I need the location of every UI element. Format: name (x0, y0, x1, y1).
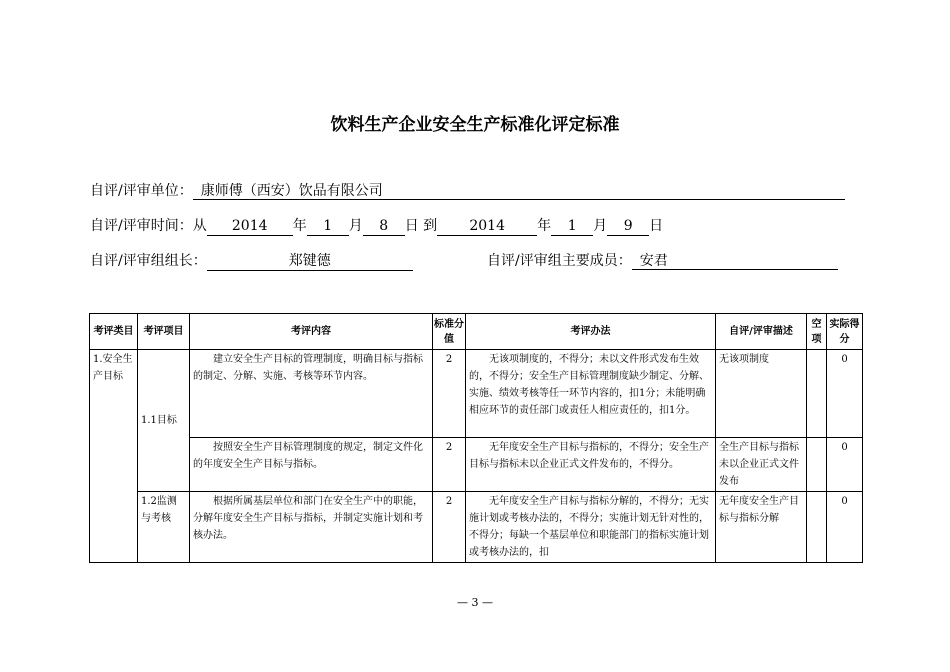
content-cell: 按照安全生产目标管理制度的规定，制定文件化的年度安全生产目标与指标。 (190, 438, 433, 492)
header-item: 考评项目 (138, 314, 190, 350)
time-label: 自评/评审时间： (90, 218, 193, 234)
unit-label: 自评/评审单位： (90, 183, 193, 199)
header-actual: 实际得分 (827, 314, 863, 350)
evaluation-table (89, 313, 863, 563)
score-cell: 2 (433, 438, 466, 492)
from-month: 1 (307, 217, 349, 236)
blank-cell (807, 350, 827, 438)
from-day: 8 (363, 217, 405, 236)
table-header-row (90, 314, 863, 350)
header-blank: 空项 (807, 314, 827, 350)
desc-cell: 全生产目标与指标未以企业正式文件发布 (716, 438, 807, 492)
from-day-char: 日 (404, 218, 419, 234)
leader-value: 郑键德 (207, 252, 413, 271)
method-cell: 无年度安全生产目标与指标的，不得分；安全生产目标与指标未以企业正式文件发布的，不得分。 (466, 438, 716, 492)
score-cell: 2 (433, 492, 466, 563)
leader-line (90, 251, 413, 271)
to-month: 1 (551, 217, 593, 236)
page-number: — 3 — (457, 596, 493, 609)
actual-cell: 0 (827, 438, 863, 492)
from-year: 2014 (207, 217, 293, 236)
members-line (487, 251, 838, 271)
page-title: 饮料生产企业安全生产标准化评定标准 (330, 115, 620, 135)
header-category: 考评类目 (90, 314, 138, 350)
time-line (90, 216, 663, 236)
from-year-char: 年 (292, 218, 307, 234)
table-row (90, 492, 863, 563)
to-day-char: 日 (649, 218, 664, 234)
method-cell: 无年度安全生产目标与指标分解的，不得分；无实施计划或考核办法的，不得分；实施计划无针对性的，不得分；每缺一个基层单位和职能部门的指标实施计划或考核办法的，扣 (466, 492, 716, 563)
header-score: 标准分值 (433, 314, 466, 350)
blank-cell (807, 492, 827, 563)
item-cell: 1.2监测与考核 (138, 492, 190, 563)
table-row (90, 350, 863, 438)
to-year: 2014 (437, 217, 537, 236)
header-content: 考评内容 (190, 314, 433, 350)
to-month-char: 月 (593, 218, 608, 234)
desc-cell: 无该项制度 (716, 350, 807, 438)
members-value: 安君 (632, 252, 838, 270)
members-label: 自评/评审组主要成员： (487, 253, 632, 269)
header-desc: 自评/评审描述 (716, 314, 807, 350)
content-cell: 根据所属基层单位和部门在安全生产中的职能，分解年度安全生产目标与指标，并制定实施计划和考核办法。 (190, 492, 433, 563)
desc-cell: 无年度安全生产目标与指标分解 (716, 492, 807, 563)
method-cell: 无该项制度的，不得分；未以文件形式发布生效的，不得分；安全生产目标管理制度缺少制定、分解、实施、绩效考核等任一环节内容的，扣1分；未能明确相应环节的责任部门或责任人相应责任的，扣1分。 (466, 350, 716, 438)
leader-label: 自评/评审组组长： (90, 253, 207, 269)
header-method: 考评办法 (466, 314, 716, 350)
to-day: 9 (607, 217, 649, 236)
to-label: 到 (423, 218, 438, 234)
from-month-char: 月 (348, 218, 363, 234)
table-row (90, 438, 863, 492)
item-cell: 1.1目标 (138, 350, 190, 492)
blank-cell (807, 438, 827, 492)
unit-line (90, 181, 845, 201)
category-cell: 1.安全生产目标 (90, 350, 138, 563)
score-cell: 2 (433, 350, 466, 438)
unit-value: 康师傅（西安）饮品有限公司 (193, 182, 845, 200)
content-cell: 建立安全生产目标的管理制度，明确目标与指标的制定、分解、实施、考核等环节内容。 (190, 350, 433, 438)
actual-cell: 0 (827, 492, 863, 563)
actual-cell: 0 (827, 350, 863, 438)
to-year-char: 年 (537, 218, 552, 234)
from-label: 从 (192, 218, 207, 234)
